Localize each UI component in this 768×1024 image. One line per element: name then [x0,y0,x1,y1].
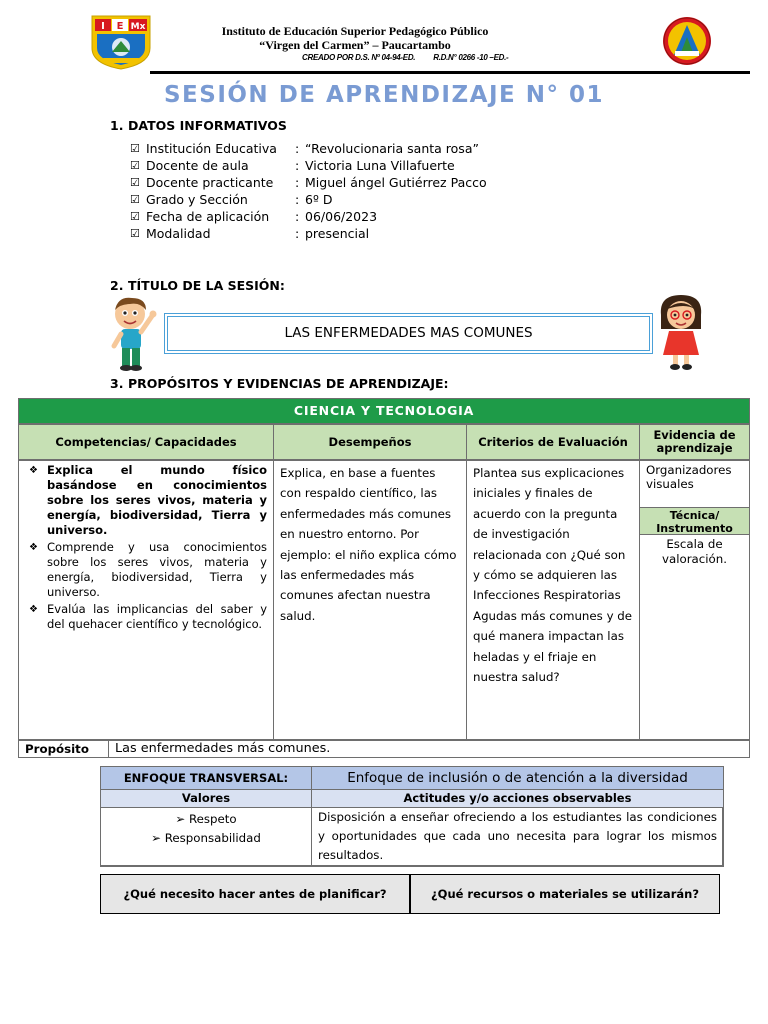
logo-letter-e: E [116,21,124,32]
datos-value: presencial [305,226,370,241]
boy-illustration [106,294,162,374]
datos-label: Docente de aula [146,158,249,173]
section-2-heading [110,278,285,293]
institute-name: Instituto de Educación Superior Pedagógico Público [221,24,489,38]
checkbox-icon: ☑ [130,159,140,172]
iemx-logo [88,14,154,70]
session-title-box [164,313,653,354]
datos-value: Victoria Luna Villafuerte [305,158,455,173]
decree-ds: CREADO POR D.S. Nº 04-94-ED. [302,53,416,62]
datos-label: Modalidad [146,226,211,241]
header-divider [150,71,750,74]
checkbox-icon: ☑ [130,176,140,189]
decree-rdn: R.D.N° 0266 -10 –ED.- [433,53,509,62]
logo-letter-i: I [101,21,105,32]
desempeno-text: Explica, en base a fuentes con respaldo científico, las enfermedades más comunes en nuestro entorno. Por ejemplo: el niño explica cómo las enfermedades más comunes afectan nuestra salud. [280,466,457,623]
datos-row: ☑ Docente de aula : Victoria Luna Villafuerte [130,158,455,173]
proposito-label: Propósito [19,741,109,757]
header-competencias: Competencias/ Capacidades [18,424,274,460]
datos-row: ☑ Fecha de aplicación : 06/06/2023 [130,209,378,224]
checkbox-icon: ☑ [130,142,140,155]
arrow-bullet-icon: ➢ [175,812,189,826]
diamond-bullet-icon: ❖ [29,465,38,476]
datos-label: Institución Educativa [146,141,277,156]
question-resources: ¿Qué recursos o materiales se utilizarán? [410,874,720,914]
evidencia-cell [639,460,750,740]
datos-row: ☑ Grado y Sección : 6º D [130,192,333,207]
datos-row: ☑ Modalidad : presencial [130,226,370,241]
girl-illustration [655,293,707,373]
diamond-bullet-icon: ❖ [29,542,38,553]
page-title: SESIÓN DE APRENDIZAJE N° 01 [163,82,604,108]
datos-value: “Revolucionaria santa rosa” [305,141,479,156]
decree-line [302,53,526,62]
checkbox-icon: ☑ [130,193,140,206]
tecnica-text: Escala de valoración. [662,537,727,566]
actitudes-text: Disposición a enseñar ofreciendo a los estudiantes las condiciones y oportunidades que cada uno necesita para lograr los mismos resultados. [318,810,717,862]
actitudes-cell [311,807,724,867]
enfoque-value: Enfoque de inclusión o de atención a la diversidad [311,766,724,790]
evidencia-text: Organizadores visuales [646,463,732,491]
datos-row: ☑ Institución Educativa : “Revolucionaria santa rosa” [130,141,479,156]
arrow-bullet-icon: ➢ [151,831,165,845]
section-3-title: PROPÓSITOS Y EVIDENCIAS DE APRENDIZAJE: [128,376,449,391]
proposito-row [18,740,750,758]
datos-label: Grado y Sección [146,192,248,207]
valores-header: Valores [100,789,312,808]
section-3-number: 3. [110,376,124,391]
session-title: LAS ENFERMEDADES MAS COMUNES [284,325,533,341]
section-1-number: 1. [110,118,124,133]
diamond-bullet-icon: ❖ [29,604,38,615]
valor-item: ➢ Responsabilidad [151,831,261,845]
logo-letter-mx: Mx [130,22,146,32]
valor-item: ➢ Respeto [175,812,237,826]
checkbox-icon: ☑ [130,210,140,223]
area-banner: CIENCIA Y TECNOLOGIA [18,398,750,424]
enfoque-table [100,766,723,866]
actitudes-header: Actitudes y/o acciones observables [311,789,724,808]
header-desempenos: Desempeños [273,424,467,460]
datos-value: 6º D [305,192,333,207]
section-2-number: 2. [110,278,124,293]
datos-informativos-list [130,140,487,242]
header-criterios: Criterios de Evaluación [466,424,640,460]
valores-cell [100,807,312,867]
section-1-title: DATOS INFORMATIVOS [128,118,287,133]
iesp-seal-logo [662,11,712,71]
checkbox-icon: ☑ [130,227,140,240]
section-3-heading [110,376,449,391]
tecnica-header: Técnica/ Instrumento [639,507,750,535]
enfoque-label: ENFOQUE TRANSVERSAL: [100,766,312,790]
competencias-cell [18,460,274,740]
criterio-cell [466,460,640,740]
datos-value: Miguel ángel Gutiérrez Pacco [305,175,487,190]
criterio-text: Plantea sus explicaciones iniciales y finales de acuerdo con la pregunta de investigación relacionada con ¿Qué son y cómo se adquieren las Infecciones Respiratorias Agudas más comunes y de qué manera impactan las heladas y el friaje en nuestra salud? [473,466,633,685]
datos-label: Docente practicante [146,175,274,190]
proposito-value: Las enfermedades más comunes. [115,741,331,756]
datos-value: 06/06/2023 [305,209,378,224]
capacidad-item: ❖ Evalúa las implicancias del saber y del quehacer científico y tecnológico. [25,602,267,632]
institute-subname: “Virgen del Carmen” – Paucartambo [259,38,451,52]
header-evidencia: Evidencia de aprendizaje [639,424,750,460]
competencia-item: ❖ Explica el mundo físico basándose en conocimientos sobre los seres vivos, materia y energía, biodiversidad, Tierra y universo. [25,463,267,538]
datos-row: ☑ Docente practicante : Miguel ángel Gutiérrez Pacco [130,175,487,190]
section-2-title: TÍTULO DE LA SESIÓN: [128,278,285,293]
capacidad-item: ❖ Comprende y usa conocimientos sobre los seres vivos, materia y energía, biodiversidad, Tierra y universo. [25,540,267,600]
datos-label: Fecha de aplicación [146,209,270,224]
question-before-planning: ¿Qué necesito hacer antes de planificar? [100,874,410,914]
desempeno-cell [273,460,467,740]
section-1-heading [110,118,287,133]
